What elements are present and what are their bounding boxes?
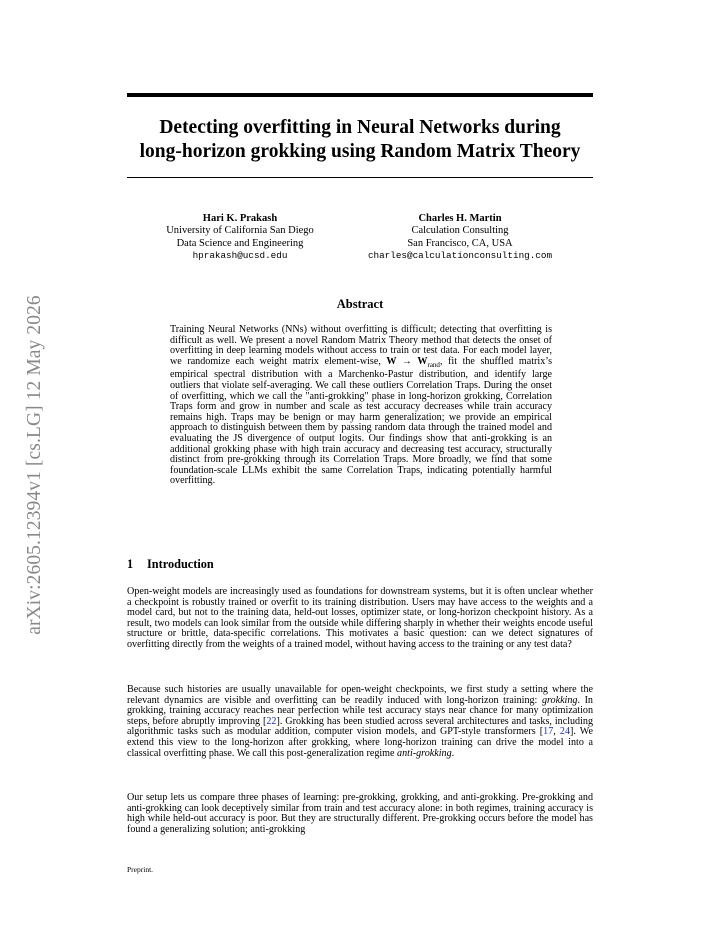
author-affiliation: Calculation Consulting (411, 225, 509, 237)
abstract-text-part: Training Neural Networks (NNs) without overfitting is difficult; detecting that overfitting is difficult as well. We present a novel Random Matrix Theory method that detects the onset of overfitting in deep learning models without access to train or test data. For each model layer, we randomize each weight matrix element-wise, (170, 324, 552, 367)
footer-note: Preprint. (127, 865, 154, 874)
citation-link[interactable]: 17 (543, 726, 554, 738)
paragraph-text: ]. We extend this view to the long-horizon after grokking, where long-horizon training can drive the model into a classical overfitting phase. We call this post-generalization regime (127, 726, 594, 759)
title-line-2: long-horizon grokking using Random Matrix Theory (139, 141, 581, 162)
arxiv-identifier (23, 258, 47, 673)
abstract-text-part: , fit the shuffled matrix’s empirical spectral distribution with a Marchenko-Pastur distribution, and identify large outliers that violate self-averaging. We call these outliers Correlation Traps. During the onset of overfitting, which we call the "anti-grokking" phase in long-horizon grokking, Correlation Traps form and grow in number and scale as test accuracy decreases while train accuracy remains high. Traps may be benign or may harm generalization; we provide an empirical approach to distinguish between them by passing random data through the trained model and evaluating the JS divergence of output logits. Our findings show that anti-grokking is an additional grokking phase with high train accuracy and decreasing test accuracy, structurally distinct from pre-grokking through its Correlation Traps. More broadly, we find that some foundation-scale LLMs exhibit the same Correlation Traps, indicating potentially harmful overfitting. (170, 355, 553, 487)
author-location: San Francisco, CA, USA (407, 237, 513, 249)
emphasis-term: anti-grokking (397, 747, 452, 759)
citation-link[interactable]: 22 (266, 715, 277, 727)
abstract-math (386, 356, 440, 367)
author-block-2 (352, 213, 568, 263)
abstract-heading: Abstract (336, 297, 384, 311)
intro-paragraph-1: Open-weight models are increasingly used as foundations for downstream systems, but it is often unclear whether a checkpoint is robustly trained or overfit to its training distribution. Users may have access to the weights and a model card, but not to the training data, held-out losses, optimizer state, or long-horizon checkpoint history. As a result, two models can look similar from the outside while differing sharply in whether their weights encode useful structure or brittle, data-specific correlations. This motivates a basic question: can we detect signatures of overfitting directly from the weights of a trained model, without having access to the training or any test data? (127, 586, 593, 650)
section-number: 1 (127, 557, 134, 571)
intro-paragraph-2 (127, 685, 593, 759)
author-name: Hari K. Prakash (202, 213, 278, 224)
title-bottom-rule (127, 177, 593, 178)
intro-paragraph-3: Our setup lets us compare three phases of learning: pre-grokking, grokking, and anti-grokking. Pre-grokking and anti-grokking can look deceptively similar from train and test accuracy alone: in both regimes, training accuracy is high while held-out accuracy is poor. But they are structurally different. Pre-grokking occurs before the model has found a generalizing solution; anti-grokking (127, 792, 593, 835)
author-name: Charles H. Martin (418, 213, 502, 224)
math-subscript: rand (427, 360, 440, 369)
paragraph-text: ]. Grokking has been studied across several architectures and tasks, including algorithmic tasks such as modular addition, computer vision models, and GPT-style transformers [ (127, 715, 593, 738)
math-expression: W → W (386, 355, 428, 367)
citation-link[interactable]: 24 (559, 726, 570, 738)
title-top-rule (127, 93, 593, 97)
author-block-1 (140, 213, 340, 263)
author-affiliation: University of California San Diego (166, 225, 314, 237)
section-heading (127, 557, 214, 572)
author-email[interactable]: hprakash@ucsd.edu (192, 250, 288, 262)
title-line-1: Detecting overfitting in Neural Networks during (159, 117, 561, 138)
emphasis-term: grokking (541, 694, 578, 706)
paragraph-text: . In grokking, training accuracy reaches near perfection while test accuracy stays near chance for many optimization steps, before abruptly improving [ (127, 694, 593, 727)
arxiv-id-text: arXiv:2605.12394v1 [cs.LG] 12 May 2026 (24, 295, 45, 635)
author-department: Data Science and Engineering (176, 237, 304, 249)
abstract-text (170, 325, 552, 487)
paper-title (127, 116, 593, 164)
section-title: Introduction (147, 557, 214, 571)
paragraph-text: . (451, 747, 455, 759)
author-email[interactable]: charles@calculationconsulting.com (367, 250, 553, 262)
citation-separator: , (553, 726, 560, 738)
paragraph-text: Because such histories are usually unavailable for open-weight checkpoints, we first study a setting where the relevant dynamics are visible and overfitting can be readily induced with long-horizon training: (127, 684, 593, 706)
